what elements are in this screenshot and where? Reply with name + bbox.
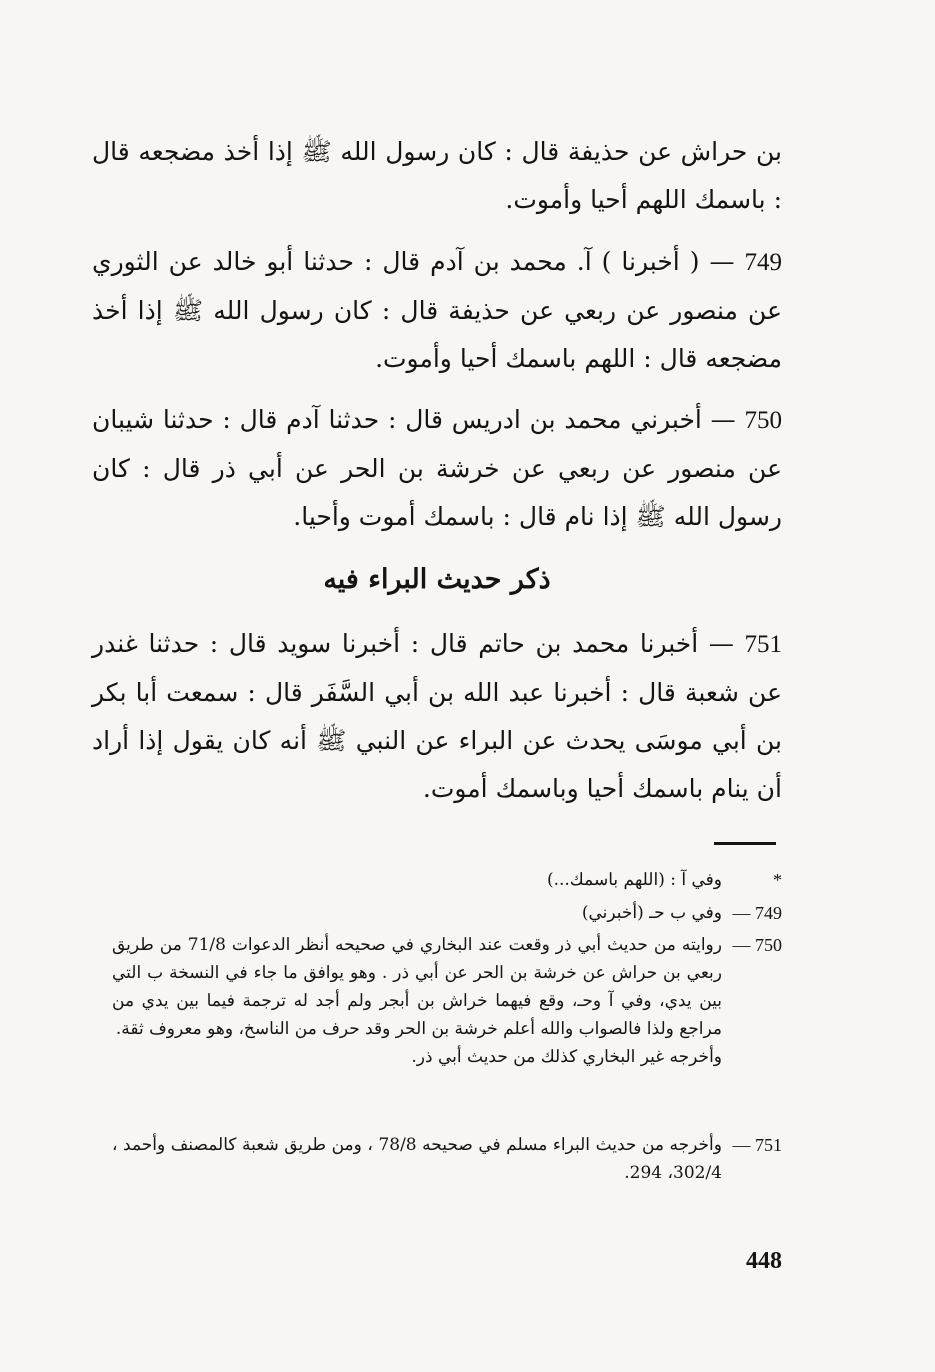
- hadith-749: [92, 238, 782, 383]
- paragraph-continuation: [92, 128, 782, 224]
- footnote-number: 750 —: [732, 935, 782, 955]
- hadith-751: [92, 620, 782, 813]
- footnote-text: [112, 931, 722, 1071]
- hadith-text: — أخبرنا محمد بن حاتم قال : أخبرنا سويد قال : حدثنا غندر عن شعبة قال : أخبرنا عبد الله بن أبي السَّفَر قال : سمعت أبا بكر بن أبي موسَى يحدث عن البراء عن النبي ﷺ أنه كان يقول إذا أراد أن ينام باسمك أحيا وباسمك أموت.: [92, 629, 782, 803]
- footnote-text: وأخرجه من حديث البراء مسلم في صحيحه 78/8 ، ومن طريق شعبة كالمصنف وأحمد ، 302/4، 294.: [112, 1135, 722, 1183]
- hadith-number: 750: [744, 407, 782, 434]
- footnote-number: 749 —: [732, 903, 782, 923]
- footnote-text: وفي آ : (اللهم باسمك...): [546, 870, 722, 890]
- page-number: 448: [746, 1248, 782, 1274]
- hadith-750: [92, 396, 782, 541]
- footnote-star: [92, 866, 782, 895]
- footnote-main-text: روايته من حديث أبي ذر وقعت عند البخاري في صحيحه أنظر الدعوات 71/8 من طريق ربعي بن حراش عن خرشة بن الحر عن أبي ذر . وهو يوافق ما جاء في النسخة ب التي بين يدي، وفي آ وحـ، وقع فيهما خراش بن أبجر ولم أجد له ترجمة فيما بين يدي من مراجع ولذا فالصواب والله أعلم خرشة بن الحر وقد حرف من الناسخ، وهو معروف ثقة.: [112, 935, 722, 1039]
- hadith-number: 749: [744, 249, 782, 276]
- paragraph-text: بن حراش عن حذيفة قال : كان رسول الله ﷺ إذا أخذ مضجعه قال : باسمك اللهم أحيا وأموت.: [92, 137, 782, 214]
- hadith-text: — أخبرني محمد بن ادريس قال : حدثنا آدم قال : حدثنا شيبان عن منصور عن ربعي عن خرشة بن الحر عن أبي ذر قال : كان رسول الله ﷺ إذا نام قال : باسمك أموت وأحيا.: [92, 405, 782, 531]
- footnote-extra-text: وأخرجه غير البخاري كذلك من حديث أبي ذر.: [411, 1047, 722, 1067]
- section-heading: ذكر حديث البراء فيه: [323, 564, 551, 595]
- footnote-751: [92, 1131, 782, 1187]
- footnote-text: وفي ب حـ (أخبرني): [581, 903, 722, 923]
- footnote-749: [92, 899, 782, 928]
- footnote-750: [92, 931, 782, 1071]
- footnote-separator: [714, 842, 776, 845]
- footnote-marker: *: [773, 870, 782, 890]
- footnote-number: 751 —: [732, 1135, 782, 1155]
- hadith-number: 751: [744, 631, 782, 658]
- hadith-text: — ( أخبرنا ) آ. محمد بن آدم قال : حدثنا أبو خالد عن الثوري عن منصور عن ربعي عن حذيفة قال : كان رسول الله ﷺ إذا أخذ مضجعه قال : اللهم باسمك أحيا وأموت.: [92, 247, 782, 373]
